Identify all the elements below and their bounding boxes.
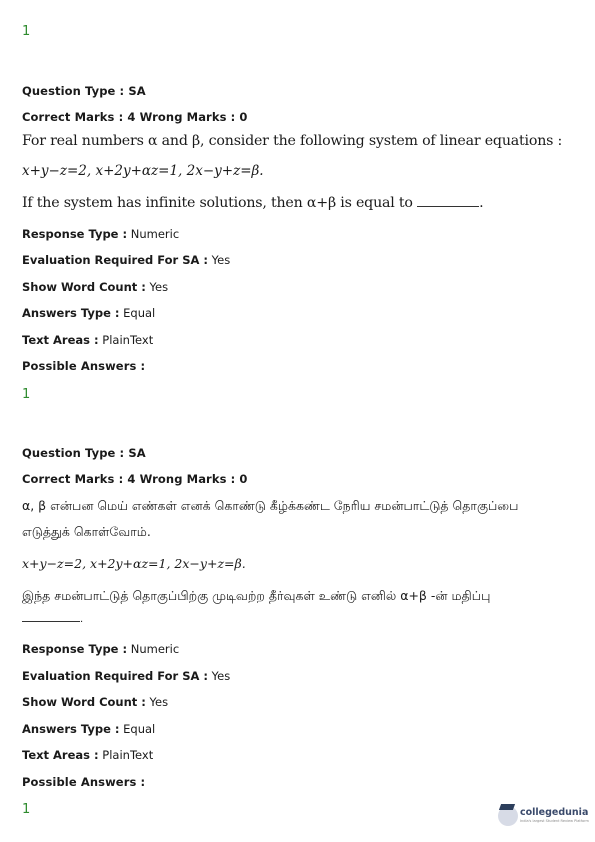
question-stem-line: எடுத்துக் கொள்வோம். [22,524,151,539]
response-type-value: Numeric [127,227,180,241]
evaluation-required-label: Evaluation Required For SA : [22,669,209,683]
response-type-label: Response Type : [22,227,128,241]
show-word-count [22,695,168,709]
marks-info: Correct Marks : 4 Wrong Marks : 0 [22,110,248,124]
logo-text: collegedunia [520,807,589,818]
collegedunia-logo [498,804,590,830]
stem-period: . [80,614,84,625]
show-word-count-label: Show Word Count : [22,280,146,294]
answer-blank-line [22,614,83,625]
graduation-cap-icon [499,804,515,810]
response-type-label: Response Type : [22,642,128,656]
question-stem-line: α, β என்பன மெய் எண்கள் எனக் கொண்டு கீழ்க்கண்ட நேரிய சமன்பாட்டுத் தொகுப்பை [22,498,519,513]
possible-answer-value: 1 [22,387,31,402]
marks-info: Correct Marks : 4 Wrong Marks : 0 [22,472,248,486]
question-stem-line [22,194,483,211]
answer-blank [22,621,80,622]
text-areas [22,333,153,347]
answers-type-label: Answers Type : [22,722,120,736]
answers-type-label: Answers Type : [22,306,120,320]
logo-tagline: India's largest Student Review Platform [520,819,589,823]
stem-text: If the system has infinite solutions, then α+β is equal to [22,195,413,211]
text-areas [22,748,153,762]
answers-type [22,306,155,320]
possible-answers-label: Possible Answers : [22,775,146,789]
text-areas-value: PlainText [98,748,154,762]
equation-system: x+y−z=2, x+2y+αz=1, 2x−y+z=β. [22,556,246,571]
equation-system: x+y−z=2, x+2y+αz=1, 2x−y+z=β. [22,163,264,179]
question-number: 1 [22,24,31,39]
show-word-count-value: Yes [145,280,169,294]
answers-type-value: Equal [119,722,156,736]
possible-answers-label: Possible Answers : [22,359,146,373]
response-type [22,642,179,656]
response-type-value: Numeric [127,642,180,656]
answers-type [22,722,155,736]
text-areas-label: Text Areas : [22,333,99,347]
question-stem-line: For real numbers α and β, consider the following system of linear equations : [22,133,563,149]
evaluation-required-label: Evaluation Required For SA : [22,253,209,267]
answer-blank [417,194,479,207]
show-word-count-label: Show Word Count : [22,695,146,709]
evaluation-required [22,669,230,683]
evaluation-required [22,253,230,267]
question-type: Question Type : SA [22,84,146,98]
possible-answer-value: 1 [22,802,31,817]
question-stem-line: இந்த சமன்பாட்டுத் தொகுப்பிற்கு முடிவற்ற தீர்வுகள் உண்டு எனில் α+β -ன் மதிப்பு [22,588,491,603]
text-areas-value: PlainText [98,333,154,347]
show-word-count-value: Yes [145,695,169,709]
response-type [22,227,179,241]
text-areas-label: Text Areas : [22,748,99,762]
stem-period: . [479,195,484,211]
question-type: Question Type : SA [22,446,146,460]
answers-type-value: Equal [119,306,156,320]
show-word-count [22,280,168,294]
evaluation-required-value: Yes [208,253,231,267]
evaluation-required-value: Yes [208,669,231,683]
